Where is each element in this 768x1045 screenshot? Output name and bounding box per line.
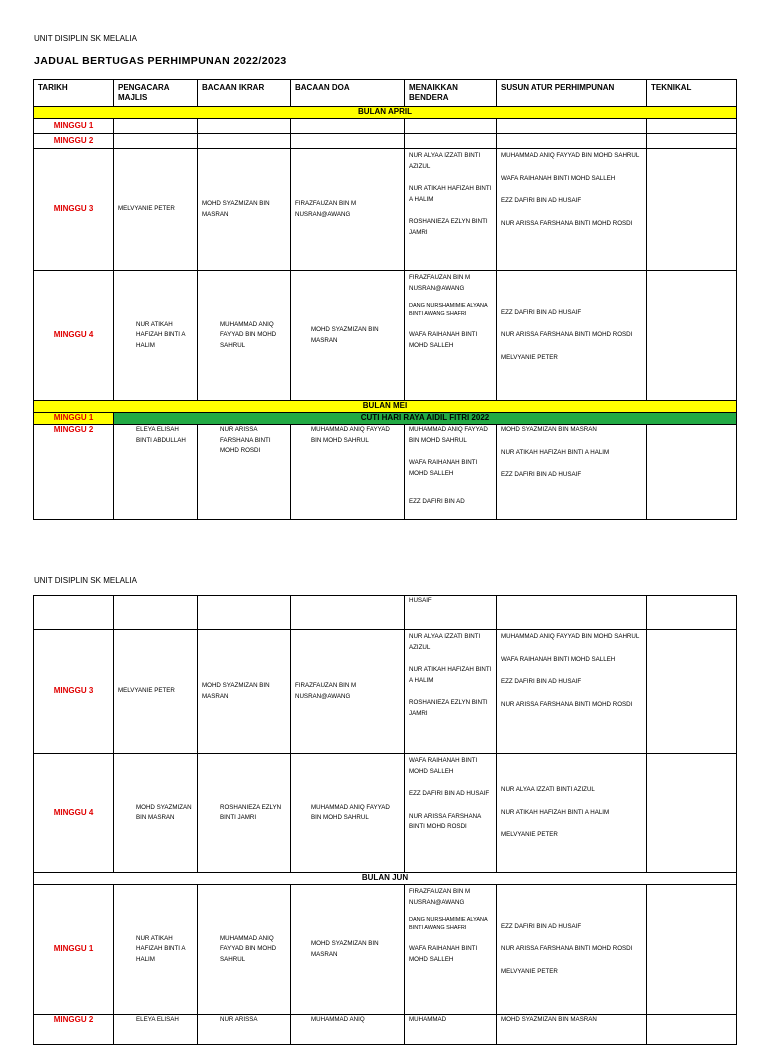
ikrar-cell: ROSHANIEZA EZLYN BINTI JAMRI bbox=[198, 754, 291, 873]
week-label: MINGGU 1 bbox=[34, 413, 114, 425]
name-entry: MOHD SYAZMIZAN BIN MASRAN bbox=[501, 426, 597, 433]
table-row bbox=[34, 271, 737, 401]
name-entry: EZZ DAFIRI BIN AD HUSAIF bbox=[501, 197, 582, 204]
table-row bbox=[34, 1015, 737, 1045]
table-row bbox=[34, 413, 737, 425]
name-entry: NUR ATIKAH HAFIZAH BINTI A HALIM bbox=[501, 448, 610, 456]
doa-cell: FIRAZFAUZAN BIN M NUSRAN@AWANG bbox=[291, 630, 405, 754]
name-entry: NUR ARISSA FARSHANA BINTI MOHD ROSDI bbox=[501, 945, 633, 953]
col-pengacara: PENGACARA MAJLIS bbox=[114, 80, 198, 107]
col-doa: BACAAN DOA bbox=[291, 80, 405, 107]
ikrar-cell: NUR ARISSA FARSHANA BINTI MOHD ROSDI bbox=[198, 425, 291, 520]
name-entry: MELVYANIE PETER bbox=[501, 831, 558, 839]
pengacara-cell: MELVYANIE PETER bbox=[114, 630, 198, 754]
week-label: MINGGU 3 bbox=[34, 630, 114, 754]
pengacara-cell: ELEYA ELISAH bbox=[114, 1015, 198, 1045]
doa-cell: MOHD SYAZMIZAN BIN MASRAN bbox=[291, 885, 405, 1015]
name-entry: WAFA RAIHANAH BINTI MOHD SALLEH bbox=[501, 655, 616, 663]
col-teknikal: TEKNIKAL bbox=[647, 80, 737, 107]
schedule-table-1 bbox=[33, 79, 737, 520]
name-entry: MUHAMMAD ANIQ FAYYAD BIN MOHD SAHRUL bbox=[501, 152, 640, 159]
month-label: BULAN JUN bbox=[34, 873, 737, 885]
name-entry: FIRAZFAUZAN BIN M NUSRAN@AWANG bbox=[409, 888, 471, 906]
table-row bbox=[34, 630, 737, 754]
ikrar-cell: MOHD SYAZMIZAN BIN MASRAN bbox=[198, 630, 291, 754]
name-entry: WAFA RAIHANAH BINTI MOHD SALLEH bbox=[409, 945, 478, 963]
ikrar-cell: MUHAMMAD ANIQ FAYYAD BIN MOHD SAHRUL bbox=[198, 885, 291, 1015]
name-entry: EZZ DAFIRI BIN AD HUSAIF bbox=[501, 678, 582, 685]
table-row bbox=[34, 596, 737, 630]
susun-cell bbox=[497, 885, 647, 1015]
doa-cell: MUHAMMAD ANIQ FAYYAD BIN MOHD SAHRUL bbox=[291, 425, 405, 520]
month-label: BULAN MEI bbox=[34, 401, 737, 413]
ikrar-cell: MOHD SYAZMIZAN BIN MASRAN bbox=[198, 149, 291, 271]
susun-cell bbox=[497, 149, 647, 271]
name-entry: WAFA RAIHANAH BINTI MOHD SALLEH bbox=[409, 757, 478, 775]
month-row-mei bbox=[34, 401, 737, 413]
pengacara-cell: NUR ATIKAH HAFIZAH BINTI A HALIM bbox=[114, 271, 198, 401]
name-entry: NUR ARISSA FARSHANA BINTI MOHD ROSDI bbox=[501, 331, 633, 339]
month-row-april bbox=[34, 107, 737, 119]
name-entry: MUHAMMAD ANIQ FAYYAD BIN MOHD SAHRUL bbox=[409, 426, 488, 444]
name-entry: NUR ALYAA IZZATI BINTI AZIZUL bbox=[409, 633, 481, 651]
ikrar-cell: NUR ARISSA bbox=[198, 1015, 291, 1045]
name-entry: DANG NURSHAMIMIE ALYANA BINTI AWANG SHAFRI bbox=[409, 917, 488, 931]
doa-cell: MUHAMMAD ANIQ FAYYAD BIN MOHD SAHRUL bbox=[291, 754, 405, 873]
name-entry: WAFA RAIHANAH BINTI MOHD SALLEH bbox=[409, 459, 478, 477]
name-entry: MUHAMMAD ANIQ FAYYAD BIN MOHD SAHRUL bbox=[501, 633, 640, 640]
pengacara-cell: NUR ATIKAH HAFIZAH BINTI A HALIM bbox=[114, 885, 198, 1015]
name-entry: WAFA RAIHANAH BINTI MOHD SALLEH bbox=[501, 174, 616, 182]
table-row bbox=[34, 754, 737, 873]
name-entry: EZZ DAFIRI BIN AD HUSAIF bbox=[501, 471, 582, 478]
holiday-banner: CUTI HARI RAYA AIDIL FITRI 2022 bbox=[114, 413, 737, 425]
name-entry: MELVYANIE PETER bbox=[501, 353, 558, 361]
susun-cell: MOHD SYAZMIZAN BIN MASRAN bbox=[497, 1015, 647, 1045]
name-entry: ROSHANIEZA EZLYN BINTI JAMRI bbox=[409, 699, 488, 717]
susun-cell bbox=[497, 754, 647, 873]
unit-header: UNIT DISIPLIN SK MELALIA bbox=[34, 34, 137, 43]
unit-header: UNIT DISIPLIN SK MELALIA bbox=[34, 576, 137, 585]
name-entry: EZZ DAFIRI BIN AD bbox=[409, 498, 465, 505]
name-entry: NUR ATIKAH HAFIZAH BINTI A HALIM bbox=[409, 185, 492, 203]
week-label: MINGGU 1 bbox=[34, 119, 114, 134]
bendera-cell bbox=[405, 596, 497, 630]
name-entry: EZZ DAFIRI BIN AD HUSAIF bbox=[501, 308, 582, 316]
name-entry: WAFA RAIHANAH BINTI MOHD SALLEH bbox=[409, 331, 478, 349]
name-entry: NUR ALYAA IZZATI BINTI AZIZUL bbox=[501, 786, 595, 794]
susun-cell bbox=[497, 425, 647, 520]
doa-cell: MOHD SYAZMIZAN BIN MASRAN bbox=[291, 271, 405, 401]
bendera-cell bbox=[405, 630, 497, 754]
table-row bbox=[34, 885, 737, 1015]
ikrar-cell: MUHAMMAD ANIQ FAYYAD BIN MOHD SAHRUL bbox=[198, 271, 291, 401]
pengacara-cell: MELVYANIE PETER bbox=[114, 149, 198, 271]
week-label: MINGGU 4 bbox=[34, 271, 114, 401]
name-entry: EZZ DAFIRI BIN AD HUSAIF bbox=[501, 922, 582, 930]
name-entry: NUR ATIKAH HAFIZAH BINTI A HALIM bbox=[409, 666, 492, 684]
week-label: MINGGU 2 bbox=[34, 1015, 114, 1045]
bendera-cell bbox=[405, 885, 497, 1015]
schedule-table-2 bbox=[33, 595, 737, 1045]
table-row bbox=[34, 149, 737, 271]
table-row bbox=[34, 425, 737, 520]
bendera-cell bbox=[405, 271, 497, 401]
bendera-cell bbox=[405, 754, 497, 873]
doa-cell: FIRAZFAUZAN BIN M NUSRAN@AWANG bbox=[291, 149, 405, 271]
name-entry: FIRAZFAUZAN BIN M NUSRAN@AWANG bbox=[409, 274, 471, 292]
pengacara-cell: ELEYA ELISAH BINTI ABDULLAH bbox=[114, 425, 198, 520]
week-label: MINGGU 2 bbox=[34, 425, 114, 520]
month-label: BULAN APRIL bbox=[34, 107, 737, 119]
name-entry: DANG NURSHAMIMIE ALYANA BINTI AWANG SHAFRI bbox=[409, 303, 488, 317]
doa-cell: MUHAMMAD ANIQ bbox=[291, 1015, 405, 1045]
name-entry: EZZ DAFIRI BIN AD HUSAIF bbox=[409, 790, 490, 797]
week-label: MINGGU 3 bbox=[34, 149, 114, 271]
table-row bbox=[34, 119, 737, 134]
month-row-jun bbox=[34, 873, 737, 885]
bendera-cell bbox=[405, 149, 497, 271]
name-entry: NUR ARISSA FARSHANA BINTI MOHD ROSDI bbox=[501, 700, 633, 708]
name-entry: NUR ALYAA IZZATI BINTI AZIZUL bbox=[409, 152, 481, 170]
week-label: MINGGU 4 bbox=[34, 754, 114, 873]
susun-cell bbox=[497, 630, 647, 754]
table-row bbox=[34, 134, 737, 149]
name-entry: MELVYANIE PETER bbox=[501, 967, 558, 975]
week-label: MINGGU 1 bbox=[34, 885, 114, 1015]
bendera-cell: MUHAMMAD bbox=[405, 1015, 497, 1045]
header-row bbox=[34, 80, 737, 107]
name-entry: ROSHANIEZA EZLYN BINTI JAMRI bbox=[409, 218, 488, 236]
pengacara-cell: MOHD SYAZMIZAN BIN MASRAN bbox=[114, 754, 198, 873]
week-label: MINGGU 2 bbox=[34, 134, 114, 149]
susun-cell bbox=[497, 271, 647, 401]
col-susun: SUSUN ATUR PERHIMPUNAN bbox=[497, 80, 647, 107]
name-entry: HUSAIF bbox=[409, 597, 432, 604]
col-bendera: MENAIKKAN BENDERA bbox=[405, 80, 497, 107]
col-ikrar: BACAAN IKRAR bbox=[198, 80, 291, 107]
name-entry: NUR ATIKAH HAFIZAH BINTI A HALIM bbox=[501, 808, 610, 816]
bendera-cell bbox=[405, 425, 497, 520]
page-title: JADUAL BERTUGAS PERHIMPUNAN 2022/2023 bbox=[34, 55, 287, 67]
name-entry: NUR ARISSA FARSHANA BINTI MOHD ROSDI bbox=[501, 219, 633, 227]
col-tarikh: TARIKH bbox=[34, 80, 114, 107]
name-entry: NUR ARISSA FARSHANA BINTI MOHD ROSDI bbox=[409, 812, 481, 830]
